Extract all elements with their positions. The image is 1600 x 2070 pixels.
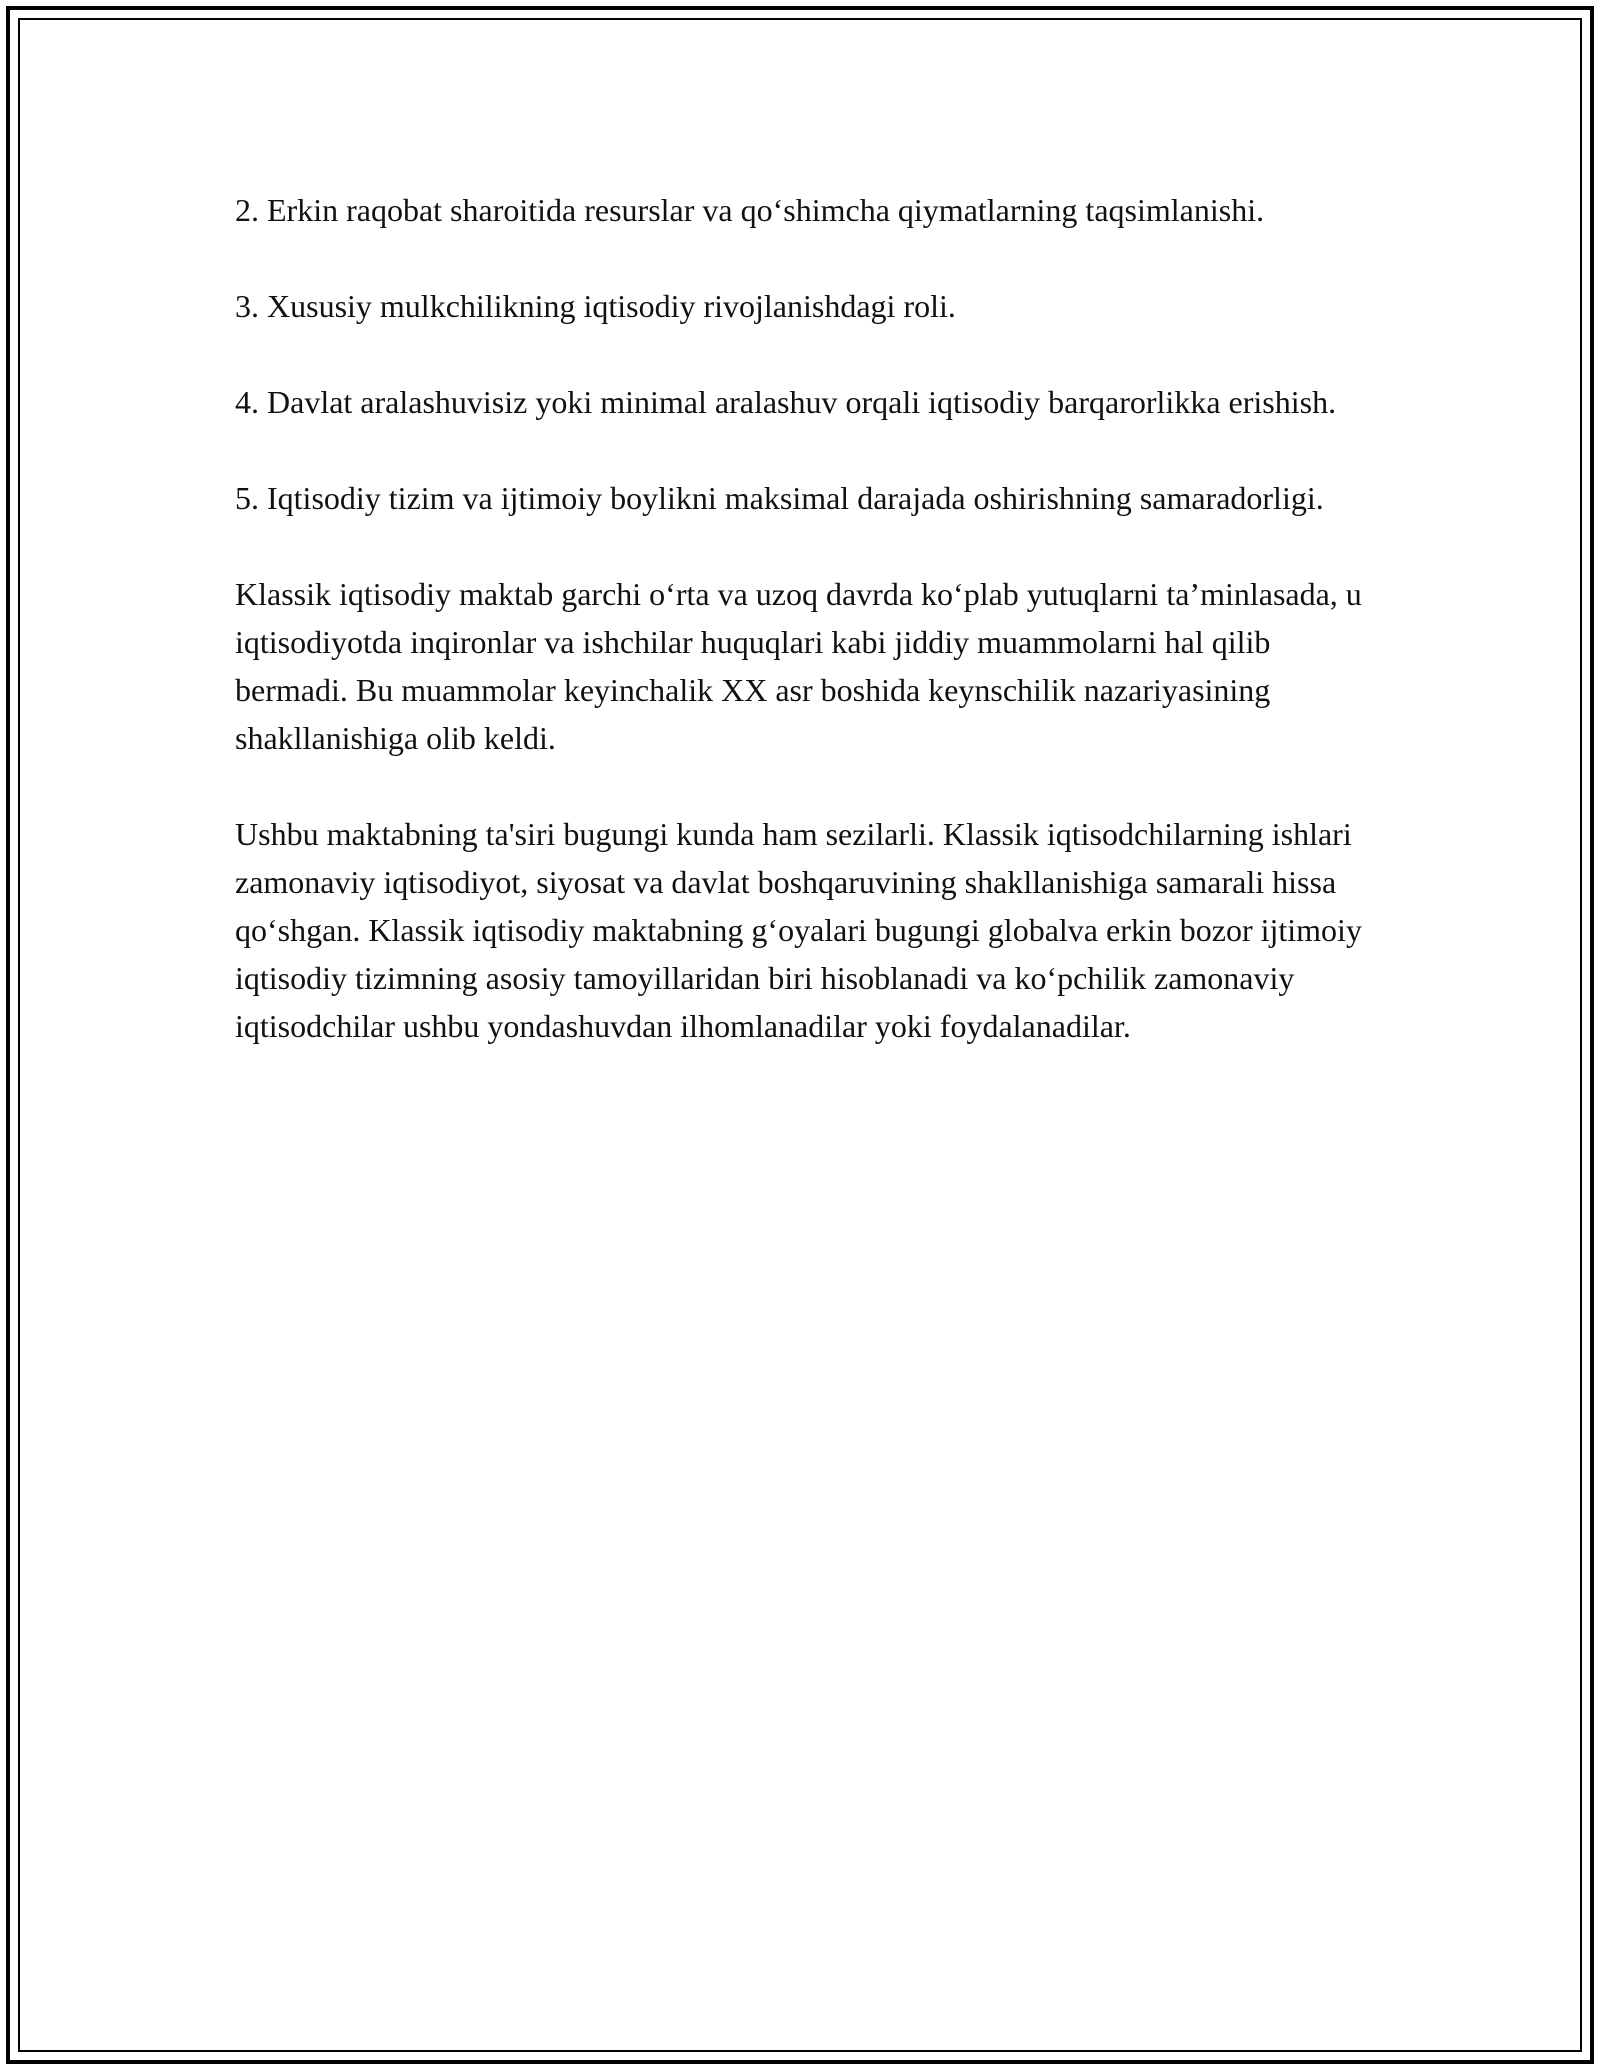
- list-item-3: 3. Xususiy mulkchilikning iqtisodiy rivojlanishdagi roli.: [235, 288, 956, 324]
- influence-paragraph: Ushbu maktabning ta'siri bugungi kunda ham sezilarli. Klassik iqtisodchilarning ishlari zamonaviy iqtisodiyot, siyosat va davlat boshqaruvining shakllanishiga samarali hissa qo‘shgan. Klassik iqtisodiy maktabning g‘oyalari bugungi globalva erkin bozor ijtimoiy iqtisodiy tizimning asosiy tamoyillaridan biri hisoblanadi va ko‘pchilik zamonaviy iqtisodchilar ushbu yondashuvdan ilhomlanadilar yoki foydalanadilar.: [235, 816, 1362, 1044]
- classical-school-paragraph: Klassik iqtisodiy maktab garchi o‘rta va uzoq davrda ko‘plab yutuqlarni ta’minlasada, u iqtisodiyotda inqironlar va ishchilar huquqlari kabi jiddiy muammolarni hal qilib bermadi. Bu muammolar keyinchalik XX asr boshida keynschilik nazariyasining shakllanishiga olib keldi.: [235, 576, 1362, 756]
- list-item-4: 4. Davlat aralashuvisiz yoki minimal aralashuv orqali iqtisodiy barqarorlikka erishish.: [235, 384, 1337, 420]
- document-body: [235, 186, 1385, 1098]
- list-item-5: 5. Iqtisodiy tizim va ijtimoiy boylikni maksimal darajada oshirishning samaradorligi.: [235, 480, 1324, 516]
- list-item-2: 2. Erkin raqobat sharoitida resurslar va qo‘shimcha qiymatlarning taqsimlanishi.: [235, 192, 1265, 228]
